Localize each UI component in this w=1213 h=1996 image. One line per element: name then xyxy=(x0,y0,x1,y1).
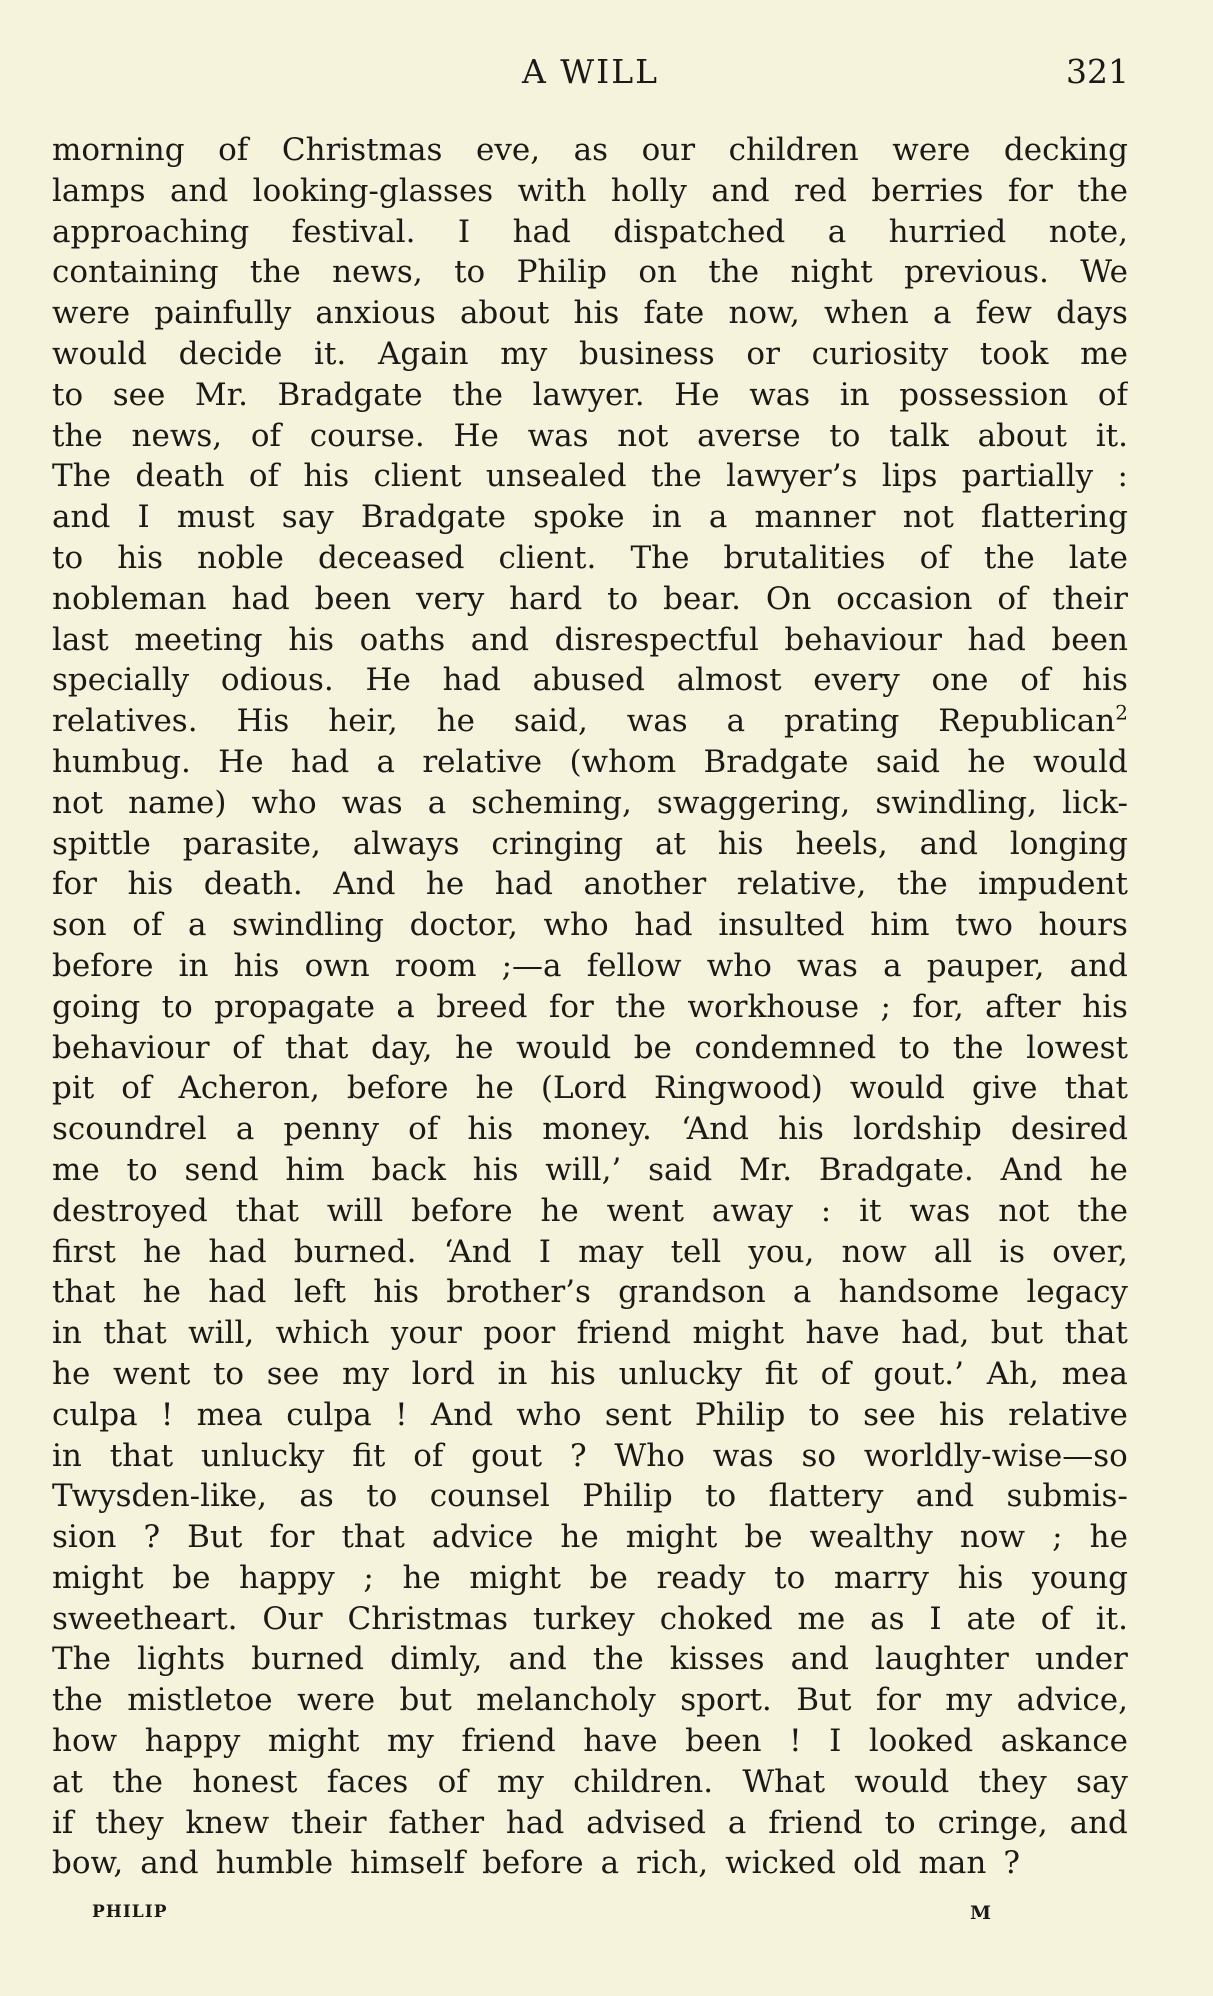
text-line: might be happy ; he might be ready to marry his young xyxy=(52,1559,1128,1596)
text-line: lamps and looking-glasses with holly and red berries for the xyxy=(52,172,1128,209)
text-line: specially odious. He had abused almost every one of his xyxy=(52,662,1128,699)
text-line: behaviour of that day, he would be condemned to the lowest xyxy=(52,1029,1128,1066)
text-line: relatives. His heir, he said, was a prating Republican$^2$ xyxy=(52,701,1128,740)
text-line: culpa ! mea culpa ! And who sent Philip to see his relative xyxy=(52,1396,1128,1433)
text-line: in that will, which your poor friend might have had, but that xyxy=(52,1315,1128,1352)
text-line: and I must say Bradgate spoke in a manner not flattering xyxy=(52,499,1128,536)
text-line: that he had left his brother’s grandson a handsome legacy xyxy=(52,1274,1128,1311)
text-line: Twysden-like, as to counsel Philip to flattery and submis- xyxy=(52,1478,1128,1515)
text-line: at the honest faces of my children. What would they say xyxy=(52,1763,1128,1800)
text-line: me to send him back his will,’ said Mr. Bradgate. And he xyxy=(52,1151,1128,1188)
text-line: pit of Acheron, before he (Lord Ringwood) would give that xyxy=(52,1070,1128,1107)
text-line: he went to see my lord in his unlucky fit of gout.’ Ah, mea xyxy=(52,1355,1128,1392)
text-line: bow, and humble himself before a rich, wicked old man ? xyxy=(52,1845,1020,1882)
text-line: in that unlucky fit of gout ? Who was so worldly-wise—so xyxy=(52,1437,1128,1474)
text-line: sion ? But for that advice he might be wealthy now ; he xyxy=(52,1519,1128,1556)
text-line: how happy might my friend have been ! I looked askance xyxy=(52,1723,1128,1760)
text-line: were painfully anxious about his fate now, when a few days xyxy=(52,295,1128,332)
text-line: to see Mr. Bradgate the lawyer. He was in possession of xyxy=(52,376,1128,413)
text-line: humbug. He had a relative (whom Bradgate said he would xyxy=(52,743,1128,780)
running-title: A WILL xyxy=(521,52,660,91)
page-footer xyxy=(52,1902,1128,1932)
text-line: sweetheart. Our Christmas turkey choked me as I ate of it. xyxy=(52,1600,1128,1637)
text-line: spittle parasite, always cringing at his heels, and longing xyxy=(52,825,1128,862)
text-line: the news, of course. He was not averse to talk about it. xyxy=(52,417,1128,454)
body-text xyxy=(52,130,1128,1884)
text-line: if they knew their father had advised a friend to cringe, and xyxy=(52,1804,1128,1841)
text-line: before in his own room ;—a fellow who was a pauper, and xyxy=(52,947,1128,984)
text-line: The death of his client unsealed the lawyer’s lips partially : xyxy=(52,458,1128,495)
signature-mark: PHILIP xyxy=(92,1902,168,1922)
page-header xyxy=(52,52,1129,94)
text-line: for his death. And he had another relative, the impudent xyxy=(52,866,1128,903)
text-line: son of a swindling doctor, who had insulted him two hours xyxy=(52,907,1128,944)
text-line: the mistletoe were but melancholy sport. But for my advice, xyxy=(52,1682,1128,1719)
page-number: 321 xyxy=(1066,52,1129,91)
sheet-letter: M xyxy=(970,1902,992,1924)
text-line: The lights burned dimly, and the kisses and laughter under xyxy=(52,1641,1128,1678)
text-line: approaching festival. I had dispatched a hurried note, xyxy=(52,213,1128,250)
text-line: not name) who was a scheming, swaggering, swindling, lick- xyxy=(52,784,1128,821)
text-line: containing the news, to Philip on the night previous. We xyxy=(52,254,1128,291)
text-line: morning of Christmas eve, as our children were decking xyxy=(52,132,1128,168)
text-line: to his noble deceased client. The brutalities of the late xyxy=(52,539,1128,576)
text-line: destroyed that will before he went away : it was not the xyxy=(52,1192,1128,1229)
text-line: would decide it. Again my business or curiosity took me xyxy=(52,335,1128,372)
text-line: nobleman had been very hard to bear. On occasion of their xyxy=(52,580,1128,617)
text-line: scoundrel a penny of his money. ‘And his lordship desired xyxy=(52,1111,1128,1148)
text-line: last meeting his oaths and disrespectful behaviour had been xyxy=(52,621,1128,658)
footnote-marker: 2 xyxy=(1115,701,1128,725)
text-line: first he had burned. ‘And I may tell you, now all is over, xyxy=(52,1233,1128,1270)
text-line: going to propagate a breed for the workhouse ; for, after his xyxy=(52,988,1128,1025)
